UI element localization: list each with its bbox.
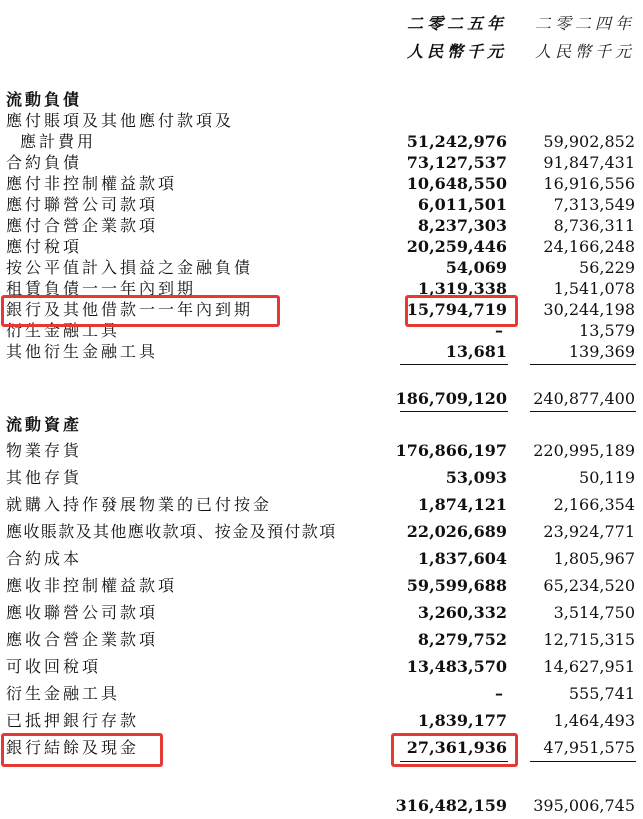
value-2024: 13,579	[579, 321, 635, 340]
section-heading-current-liabilities: 流動負債	[6, 90, 83, 109]
total-rule-2025	[400, 411, 508, 412]
value-2025-highlighted: 27,361,936	[406, 738, 507, 757]
row-label: 應付非控制權益款項	[6, 174, 178, 193]
total-rule-2024	[530, 411, 636, 412]
row-label: 應付稅項	[6, 237, 83, 256]
subtotal-rule-2025	[400, 364, 508, 365]
value-2025: 176,866,197	[395, 441, 507, 460]
row-label: 衍生金融工具	[6, 684, 121, 703]
value-2024: 555,741	[568, 684, 635, 703]
value-2024: 220,995,189	[533, 441, 635, 460]
subtotal-rule-2024	[530, 364, 636, 365]
row-label: 已抵押銀行存款	[6, 711, 140, 730]
value-2025: 59,599,688	[406, 576, 507, 595]
value-2024: 24,166,248	[543, 237, 635, 256]
row-label: 衍生金融工具	[6, 321, 121, 340]
value-2024: 59,902,852	[543, 132, 635, 151]
column-header-2024-unit: 人民幣千元	[534, 42, 635, 61]
total-current-liabilities-2025: 186,709,120	[395, 389, 507, 408]
column-header-2025-unit: 人民幣千元	[406, 42, 507, 61]
value-2024: 7,313,549	[553, 195, 635, 214]
total-current-liabilities-2024: 240,877,400	[533, 389, 635, 408]
row-label: 租賃負債一一年內到期	[6, 279, 197, 298]
value-2025: 8,279,752	[417, 630, 507, 649]
value-2025: 1,319,338	[417, 279, 507, 298]
value-2025: 22,026,689	[406, 522, 507, 541]
value-2024: 12,715,315	[543, 630, 635, 649]
row-label: 應收非控制權益款項	[6, 576, 178, 595]
value-2024: 139,369	[568, 342, 635, 361]
row-label: 應收聯營公司款項	[6, 603, 159, 622]
row-label: 應付賬項及其他應付款項及	[6, 111, 235, 130]
row-label: 可收回稅項	[6, 657, 102, 676]
row-label: 合約負債	[6, 153, 83, 172]
value-2024: 23,924,771	[543, 522, 635, 541]
value-2024: 47,951,575	[543, 738, 635, 757]
value-2024: 65,234,520	[543, 576, 635, 595]
value-2024: 91,847,431	[543, 153, 635, 172]
value-2025: 3,260,332	[417, 603, 507, 622]
value-2024: 1,805,967	[553, 549, 635, 568]
row-label: 應計費用	[20, 132, 97, 151]
total-current-assets-2025: 316,482,159	[395, 796, 507, 815]
value-2024: 3,514,750	[553, 603, 635, 622]
value-2024: 30,244,198	[543, 300, 635, 319]
value-2025: 6,011,501	[417, 195, 507, 214]
value-2025: 1,837,604	[417, 549, 507, 568]
total-current-assets-2024: 395,006,745	[533, 796, 635, 815]
value-2025: 13,681	[445, 342, 507, 361]
value-2024: 56,229	[579, 258, 635, 277]
highlight-box-cash-label	[1, 733, 163, 767]
row-label: 其他衍生金融工具	[6, 342, 159, 361]
value-2025: 53,093	[445, 468, 507, 487]
subtotal-rule-2024	[530, 761, 636, 762]
value-2025: 8,237,303	[417, 216, 507, 235]
value-2025: 1,839,177	[417, 711, 507, 730]
row-label-highlighted: 銀行及其他借款一一年內到期	[6, 300, 254, 319]
column-header-2024-year: 二零二四年	[534, 14, 635, 33]
value-2025: 51,242,976	[406, 132, 507, 151]
value-2024: 2,166,354	[553, 495, 635, 514]
row-label: 合約成本	[6, 549, 83, 568]
row-label: 按公平值計入損益之金融負債	[6, 258, 254, 277]
row-label: 應付合營企業款項	[6, 216, 159, 235]
value-2025: –	[495, 321, 503, 340]
value-2024: 16,916,556	[543, 174, 635, 193]
value-2025: 1,874,121	[417, 495, 507, 514]
column-header-2025-year: 二零二五年	[406, 14, 507, 33]
value-2024: 14,627,951	[543, 657, 635, 676]
value-2024: 8,736,311	[553, 216, 635, 235]
row-label: 就購入持作發展物業的已付按金	[6, 495, 273, 514]
value-2024: 50,119	[579, 468, 635, 487]
value-2024: 1,464,493	[553, 711, 635, 730]
row-label-highlighted: 銀行結餘及現金	[6, 738, 140, 757]
row-label: 物業存貨	[6, 441, 83, 460]
row-label: 應付聯營公司款項	[6, 195, 159, 214]
row-label: 應收合營企業款項	[6, 630, 159, 649]
highlight-box-cash-value	[391, 733, 518, 767]
highlight-box-borrowings-label	[1, 295, 280, 327]
highlight-box-borrowings-value	[405, 295, 518, 327]
row-label: 其他存貨	[6, 468, 83, 487]
value-2025-highlighted: 15,794,719	[406, 300, 507, 319]
row-label: 應收賬款及其他應收款項、按金及預付款項	[6, 522, 337, 541]
value-2024: 1,541,078	[553, 279, 635, 298]
value-2025: –	[495, 684, 503, 703]
value-2025: 20,259,446	[406, 237, 507, 256]
section-heading-current-assets: 流動資產	[6, 415, 83, 434]
value-2025: 10,648,550	[406, 174, 507, 193]
value-2025: 13,483,570	[406, 657, 507, 676]
value-2025: 54,069	[445, 258, 507, 277]
value-2025: 73,127,537	[406, 153, 507, 172]
